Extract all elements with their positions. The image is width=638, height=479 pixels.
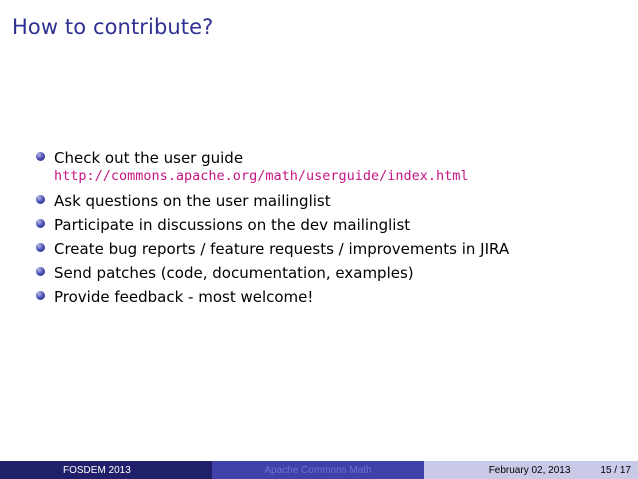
- list-item: [36, 239, 626, 258]
- ball-bullet-icon: [36, 219, 45, 228]
- list-item: [36, 215, 626, 234]
- bullet-text: Provide feedback - most welcome!: [54, 288, 314, 306]
- ball-bullet-icon: [36, 152, 45, 161]
- ball-bullet-icon: [36, 243, 45, 252]
- footer-right-section: [424, 461, 638, 479]
- list-item: [36, 263, 626, 282]
- bullet-list: [36, 148, 626, 306]
- bullet-text: Participate in discussions on the dev mailinglist: [54, 216, 411, 234]
- footer-talk-title: Apache Commons Math: [264, 464, 372, 476]
- bullet-text: Ask questions on the user mailinglist: [54, 192, 331, 210]
- slide-title: How to contribute?: [12, 15, 214, 39]
- list-item: [36, 148, 626, 186]
- footer-middle-section: [212, 461, 424, 479]
- ball-bullet-icon: [36, 291, 45, 300]
- footer-date: February 02, 2013: [488, 464, 571, 476]
- ball-bullet-icon: [36, 267, 45, 276]
- list-item: [36, 287, 626, 306]
- list-item: [36, 191, 626, 210]
- bullet-text: Send patches (code, documentation, examples): [54, 264, 414, 282]
- ball-bullet-icon: [36, 195, 45, 204]
- footer-event: FOSDEM 2013: [63, 464, 131, 476]
- bullet-text: Check out the user guide: [54, 149, 244, 167]
- userguide-link[interactable]: http://commons.apache.org/math/userguide/index.html: [54, 168, 469, 184]
- bullet-text: Create bug reports / feature requests / improvements in JIRA: [54, 240, 510, 258]
- footer-bar: [0, 461, 638, 479]
- footer-left-section: [0, 461, 212, 479]
- page-number: 15 / 17: [600, 464, 631, 476]
